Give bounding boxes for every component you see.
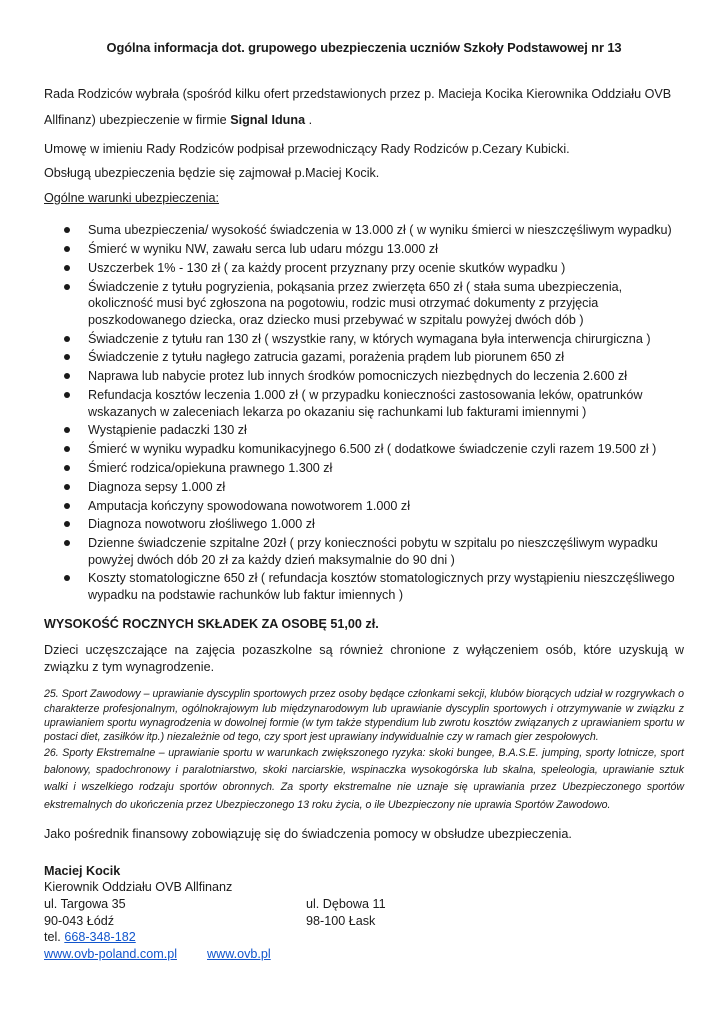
insurer-name: Signal Iduna: [230, 112, 306, 127]
ovb-link[interactable]: www.ovb.pl: [207, 946, 271, 961]
extracurricular-text: Dzieci uczęszczające na zajęcia pozaszkolne są również chronione z wyłączeniem osób, które uzyskują w związku z tym wynagrodzenie.: [44, 643, 684, 674]
list-item: [44, 222, 684, 239]
links-row: [44, 946, 684, 963]
address-row-city: [44, 913, 684, 930]
signer-role: Kierownik Oddziału OVB Allfinanz: [44, 880, 233, 895]
address-row-street: [44, 896, 684, 913]
document-page: [44, 40, 684, 962]
list-item-text: Uszczerbek 1% - 130 zł ( za każdy procent przyznany przy ocenie skutków wypadku ): [88, 260, 566, 275]
list-item-text: Refundacja kosztów leczenia 1.000 zł ( w przypadku konieczności zastosowania leków, opatrunków wskazanych w zaleceniach lekarza po okazaniu się rachunkami lub fakturami imiennymi ): [88, 388, 643, 419]
ovb-poland-link[interactable]: www.ovb-poland.com.pl: [44, 946, 177, 961]
address2-street: ul. Dębowa 11: [306, 897, 386, 912]
list-item-text: Diagnoza nowotworu złośliwego 1.000 zł: [88, 517, 315, 532]
list-item: [44, 441, 684, 458]
bullet-icon: [64, 521, 70, 527]
address2-city: 98-100 Łask: [306, 913, 376, 928]
intro-paragraph: [44, 81, 684, 133]
bullet-icon: [64, 354, 70, 360]
bullet-icon: [64, 503, 70, 509]
list-item-text: Amputacja kończyny spowodowana nowotworem 1.000 zł: [88, 498, 411, 513]
list-item: [44, 460, 684, 477]
bullet-icon: [64, 575, 70, 581]
document-title: Ogólna informacja dot. grupowego ubezpieczenia uczniów Szkoły Podstawowej nr 13: [106, 40, 622, 55]
list-item: [44, 279, 684, 329]
list-item: [44, 535, 684, 568]
list-item-text: Śmierć w wyniku wypadku komunikacyjnego 6.500 zł ( dodatkowe świadczenie czyli razem 19.500 zł ): [88, 442, 657, 457]
bullet-icon: [64, 373, 70, 379]
bullet-icon: [64, 265, 70, 271]
phone-label: tel.: [44, 930, 65, 945]
list-item-text: Świadczenie z tytułu pogryzienia, pokąsania przez zwierzęta 650 zł ( stała suma ubezpieczenia, okoliczność musi być zgłoszona na pogotowiu, rodzic musi otrzymać dokumenty z przyjęcia poszkodowanego dziecka, oraz dziecko musi przebywać w szpitalu powyżej dwóch dób ): [88, 279, 623, 327]
list-item: [44, 387, 684, 420]
list-item: [44, 498, 684, 515]
list-item-text: Naprawa lub nabycie protez lub innych środków pomocniczych niezbędnych do leczenia 2.600 zł: [88, 369, 628, 384]
contract-signed-text: Umowę w imieniu Rady Rodziców podpisał przewodniczący Rady Rodziców p.Cezary Kubicki.: [44, 141, 570, 156]
bullet-icon: [64, 484, 70, 490]
list-item: [44, 479, 684, 496]
signer-name: Maciej Kocik: [44, 863, 121, 878]
signature-block: [44, 863, 684, 963]
address1-city: 90-043 Łódź: [44, 913, 115, 928]
assistance-text: Jako pośrednik finansowy zobowiązuję się do świadczenia pomocy w obsłudze ubezpieczenia.: [44, 827, 572, 842]
list-item-text: Koszty stomatologiczne 650 zł ( refundacja kosztów stomatologicznych przy wystąpieniu nieszczęśliwego wypadku na podstawie rachunków lub faktur imiennych ): [88, 571, 675, 603]
list-item-text: Diagnoza sepsy 1.000 zł: [88, 479, 226, 494]
bullet-icon: [64, 446, 70, 452]
phone-link[interactable]: 668-348-182: [64, 930, 136, 945]
intro-text: Rada Rodziców wybrała (spośród kilku ofert przedstawionych przez p. Macieja Kocika Kierownika Oddziału OVB Allfinanz) ubezpieczenie w firmie: [44, 86, 672, 127]
list-item: [44, 260, 684, 277]
list-item: [44, 516, 684, 533]
bullet-icon: [64, 540, 70, 546]
bullet-icon: [64, 227, 70, 233]
list-item-text: Świadczenie z tytułu ran 130 zł ( wszystkie rany, w których wymagana była interwencja chirurgiczna ): [88, 331, 651, 346]
list-item: [44, 241, 684, 258]
list-item: [44, 349, 684, 366]
intro-end: .: [305, 112, 313, 127]
list-item: [44, 368, 684, 385]
conditions-list: [44, 222, 684, 603]
phone-row: [44, 929, 684, 946]
bullet-icon: [64, 465, 70, 471]
list-item-text: Śmierć w wyniku NW, zawału serca lub udaru mózgu 13.000 zł: [88, 242, 438, 257]
list-item-text: Dzienne świadczenie szpitalne 20zł ( przy konieczności pobytu w szpitalu po nieszczęśliwym wypadku powyżej dwóch dób 20 zł za każdy dzień maksymalnie do 90 dni ): [88, 536, 658, 567]
definitions-block: [44, 687, 684, 814]
bullet-icon: [64, 336, 70, 342]
definition-sport-professional: 25. Sport Zawodowy – uprawianie dyscyplin sportowych przez osoby będące członkami sekcji, klubów biorących udział w rozgrywkach o charakterze profesjonalnym, ogólnokrajowym lub międzynarodowym lub uprawianie dyscyplin sportowych i otrzymywanie w związku z uprawianiem sportu wynagrodzenia w dowolnej formie (w tym także stypendium lub zwrotu kosztów związanych z uprawianiem sportu w postaci diet, zasiłków itp.) niezależnie od tego, czy sport jest uprawiany indywidualnie czy w ramach gier zespołowych.: [44, 688, 684, 744]
conditions-heading: Ogólne warunki ubezpieczenia:: [44, 190, 220, 205]
list-item-text: Suma ubezpieczenia/ wysokość świadczenia w 13.000 zł ( w wyniku śmierci w nieszczęśliwym wypadku): [88, 223, 672, 238]
bullet-icon: [64, 246, 70, 252]
list-item: [44, 570, 684, 603]
bullet-icon: [64, 427, 70, 433]
premium-heading: WYSOKOŚĆ ROCZNYCH SKŁADEK ZA OSOBĘ 51,00 zł.: [44, 616, 379, 631]
bullet-icon: [64, 284, 70, 290]
list-item: [44, 331, 684, 348]
list-item-text: Wystąpienie padaczki 130 zł: [88, 423, 247, 438]
address1-street: ul. Targowa 35: [44, 897, 126, 912]
bullet-icon: [64, 392, 70, 398]
list-item-text: Świadczenie z tytułu nagłego zatrucia gazami, porażenia prądem lub piorunem 650 zł: [88, 350, 565, 365]
definition-sport-extreme: 26. Sporty Ekstremalne – uprawianie sportu w warunkach zwiększonego ryzyka: skoki bungee, B.A.S.E. jumping, sporty lotnicze, sport balonowy, spadochronowy i paralotniarstwo, skoki narciarskie, wspinaczka wysokogórska lub skalna, speleologia, uprawianie sztuk walki i wszelkiego rodzaju sportów obronnych. Za sporty ekstremalne nie uznaje się uprawiania przez Ubezpieczonego sportów ekstremalnych do ukończenia przez Ubezpieczonego 13 roku życia, o ile Ubezpieczony nie uprawia Sportów Zawodowo.: [44, 746, 684, 811]
service-text: Obsługą ubezpieczenia będzie się zajmował p.Maciej Kocik.: [44, 166, 380, 181]
list-item: [44, 422, 684, 439]
list-item-text: Śmierć rodzica/opiekuna prawnego 1.300 zł: [88, 460, 333, 475]
